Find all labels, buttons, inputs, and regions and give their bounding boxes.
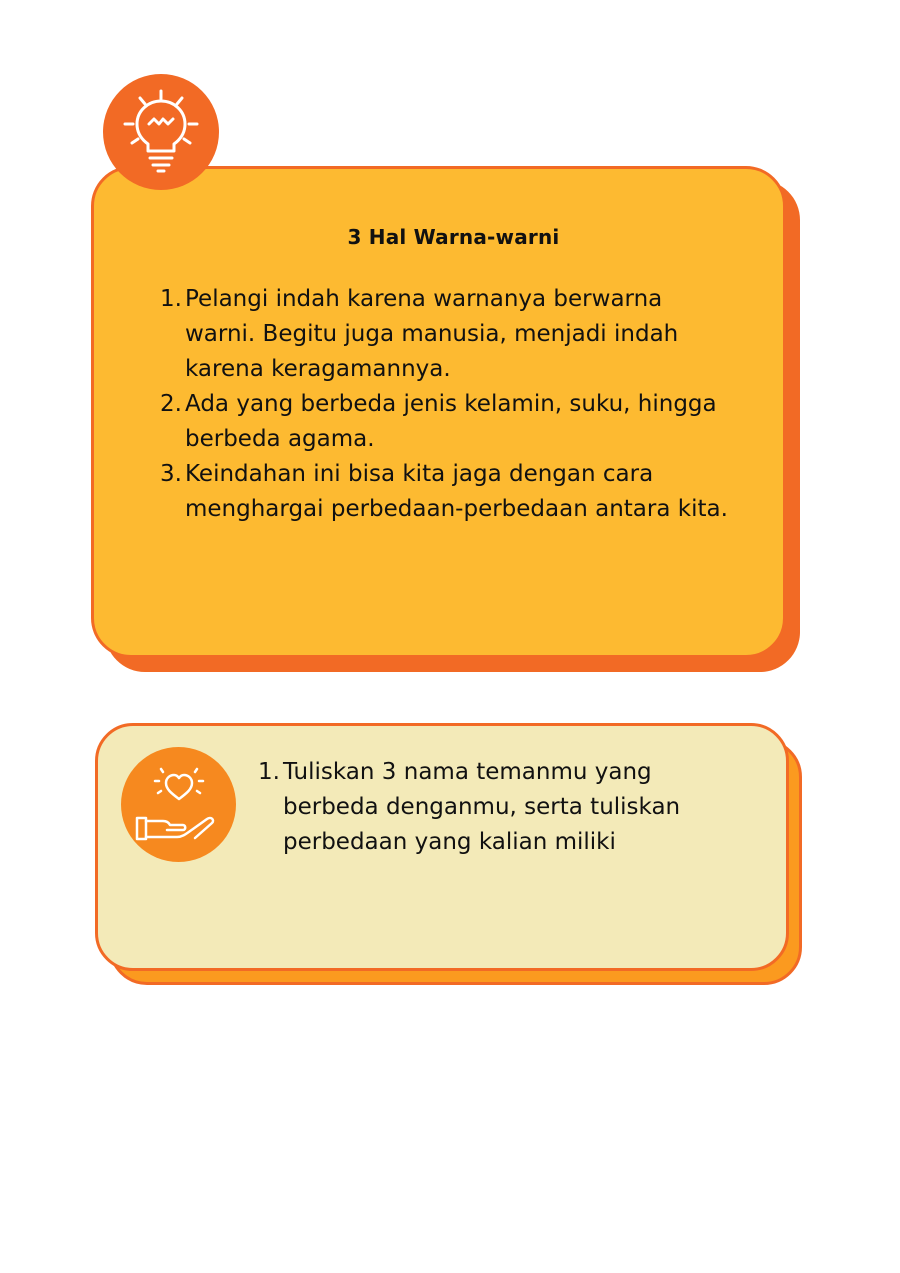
list-text: Keindahan ini bisa kita jaga dengan cara menghargai perbedaan-perbedaan antara kita. bbox=[185, 461, 728, 522]
list-text: Tuliskan 3 nama temanmu yang berbeda denganmu, serta tuliskan perbedaan yang kalian miliki bbox=[283, 759, 681, 855]
info-list bbox=[152, 282, 732, 527]
list-text: Pelangi indah karena warnanya berwarna warni. Begitu juga manusia, menjadi indah karena keragamannya. bbox=[185, 286, 679, 382]
heart-hand-badge bbox=[121, 747, 236, 862]
list-item bbox=[152, 387, 732, 457]
lightbulb-icon bbox=[121, 88, 201, 180]
card-title: 3 Hal Warna-warni bbox=[347, 225, 560, 249]
task-list bbox=[254, 755, 734, 860]
list-item bbox=[254, 755, 734, 860]
list-number: 2. bbox=[160, 391, 182, 417]
heart-in-hand-icon bbox=[133, 761, 225, 849]
info-card bbox=[91, 166, 786, 658]
list-number: 3. bbox=[160, 461, 182, 487]
list-item bbox=[152, 282, 732, 387]
task-card bbox=[95, 723, 789, 971]
lightbulb-badge bbox=[103, 74, 219, 190]
list-number: 1. bbox=[258, 759, 280, 785]
list-text: Ada yang berbeda jenis kelamin, suku, hingga berbeda agama. bbox=[185, 391, 717, 452]
list-item bbox=[152, 457, 732, 527]
list-number: 1. bbox=[160, 286, 182, 312]
